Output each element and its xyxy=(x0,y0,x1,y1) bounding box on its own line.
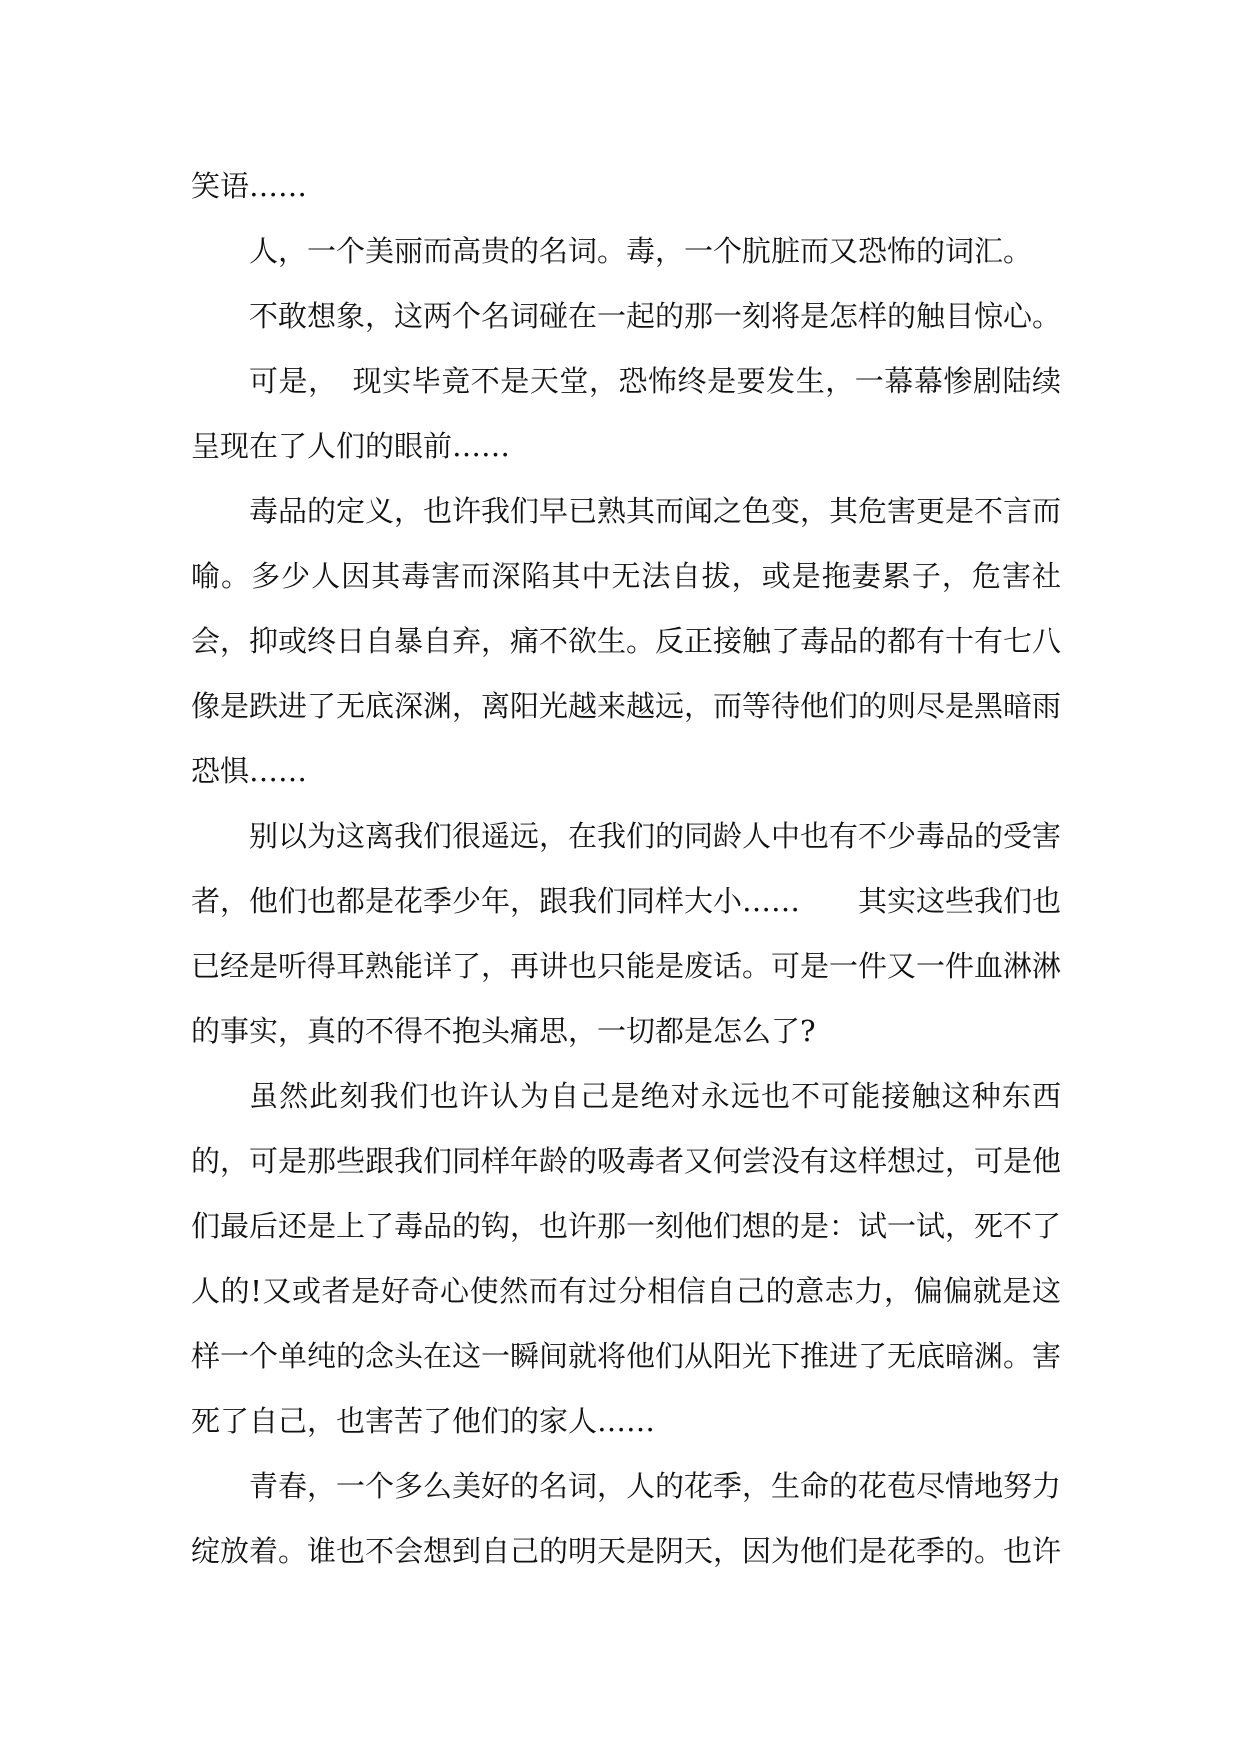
paragraph-1: 笑语…… xyxy=(191,169,308,203)
paragraph-3: 不敢想象，这两个名词碰在一起的那一刻将是怎样的触目惊心。 xyxy=(249,299,1062,333)
paragraph-8: 青春，一个多么美好的名词，人的花季，生命的花苞尽情地努力绽放着。谁也不会想到自己的明天是阴天，因为他们是花季的。也许 xyxy=(191,1469,1062,1568)
paragraph-5: 毒品的定义，也许我们早已熟其而闻之色变，其危害更是不言而喻。多少人因其毒害而深陷其中无法自拔，或是拖妻累子，危害社会，抑或终日自暴自弃，痛不欲生。反正接触了毒品的都有十有七八像是跌进了无底深渊，离阳光越来越远，而等待他们的则尽是黑暗雨恐惧…… xyxy=(191,494,1062,788)
paragraph-2: 人，一个美丽而高贵的名词。毒，一个肮脏而又恐怖的词汇。 xyxy=(249,234,1033,268)
document-body xyxy=(191,154,1061,1584)
paragraph-7: 虽然此刻我们也许认为自己是绝对永远也不可能接触这种东西的，可是那些跟我们同样年龄的吸毒者又何尝没有这样想过，可是他们最后还是上了毒品的钩，也许那一刻他们想的是：试一试，死不了人的!又或者是好奇心使然而有过分相信自己的意志力，偏偏就是这样一个单纯的念头在这一瞬间就将他们从阳光下推进了无底暗渊。害死了自己，也害苦了他们的家人…… xyxy=(191,1079,1062,1438)
paragraph-4: 可是， 现实毕竟不是天堂，恐怖终是要发生，一幕幕惨剧陆续呈现在了人们的眼前…… xyxy=(191,364,1061,463)
paragraph-6: 别以为这离我们很遥远，在我们的同龄人中也有不少毒品的受害者，他们也都是花季少年，跟我们同样大小…… 其实这些我们也已经是听得耳熟能详了，再讲也只能是废话。可是一件又一件血淋淋的事实，真的不得不抱头痛思，一切都是怎么了? xyxy=(191,819,1062,1048)
